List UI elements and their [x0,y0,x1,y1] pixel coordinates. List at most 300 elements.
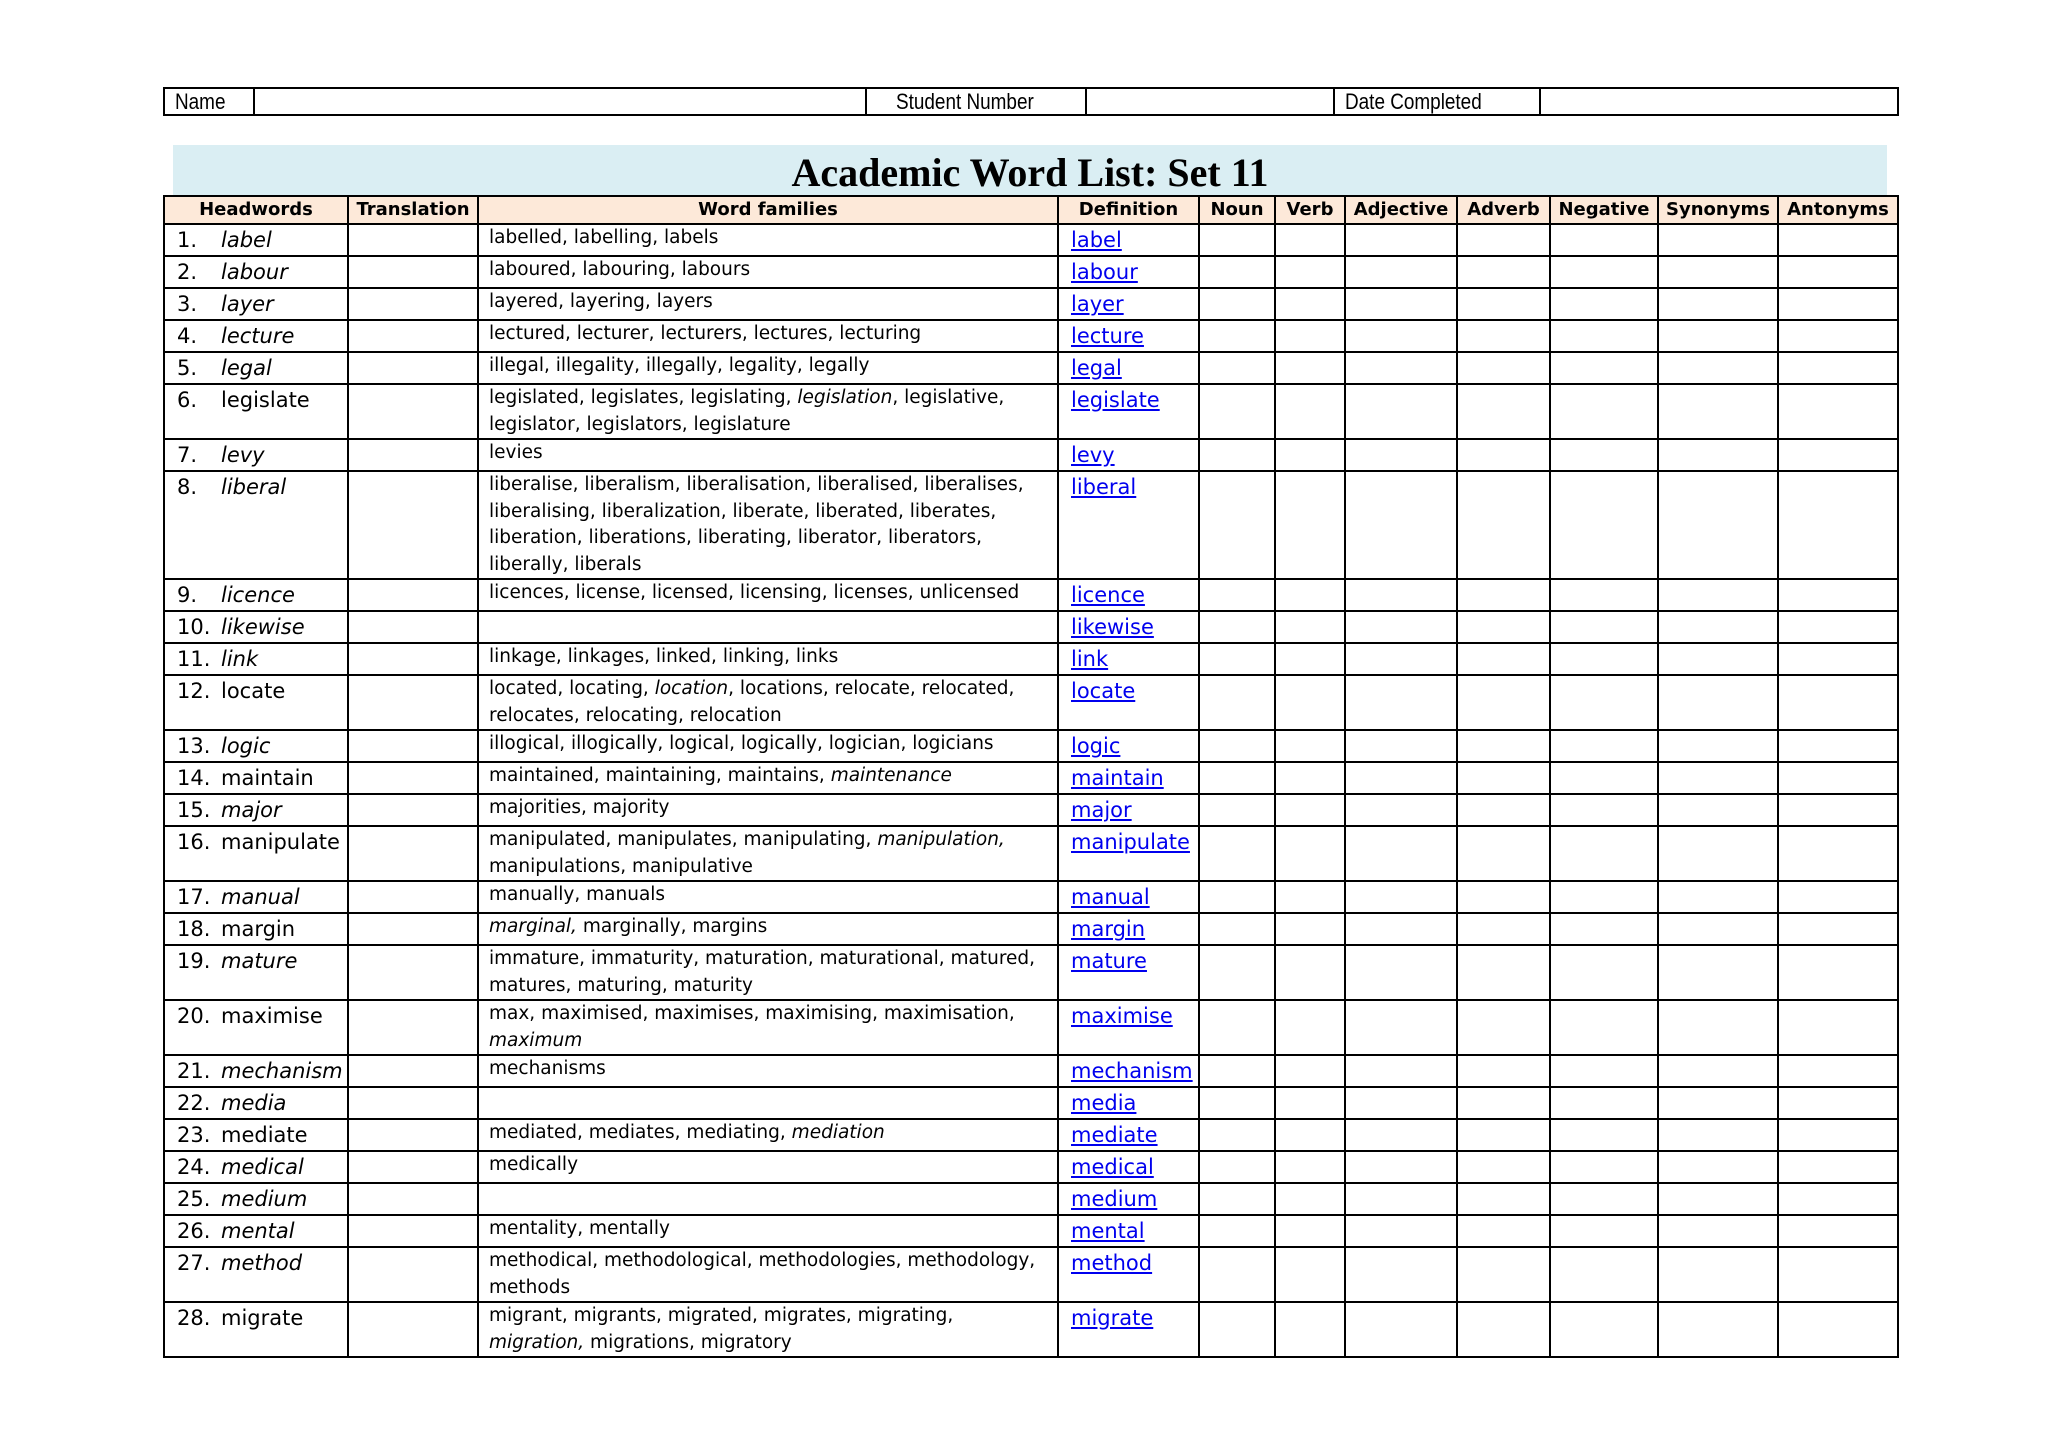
adjective-cell[interactable] [1345,794,1457,826]
translation-cell[interactable] [348,471,478,579]
noun-cell[interactable] [1199,579,1275,611]
adjective-cell[interactable] [1345,675,1457,730]
verb-cell[interactable] [1275,1215,1345,1247]
verb-cell[interactable] [1275,224,1345,256]
adjective-cell[interactable] [1345,384,1457,439]
noun-cell[interactable] [1199,881,1275,913]
verb-cell[interactable] [1275,675,1345,730]
definition-link[interactable]: mechanism [1071,1059,1193,1083]
antonyms-cell[interactable] [1778,352,1898,384]
definition-link[interactable]: legislate [1071,388,1160,412]
table-row [164,881,1898,913]
adjective-cell[interactable] [1345,643,1457,675]
verb-cell[interactable] [1275,881,1345,913]
adjective-cell[interactable] [1345,730,1457,762]
word-family-text: laboured, labouring, labours [489,259,751,280]
headword: maximise [221,1004,323,1028]
negative-cell[interactable] [1550,675,1658,730]
noun-cell[interactable] [1199,643,1275,675]
student-number-field[interactable] [1086,88,1334,115]
noun-cell[interactable] [1199,1247,1275,1302]
antonyms-cell[interactable] [1778,1247,1898,1302]
noun-cell[interactable] [1199,1055,1275,1087]
antonyms-cell[interactable] [1778,881,1898,913]
translation-cell[interactable] [348,579,478,611]
synonyms-cell[interactable] [1658,881,1778,913]
antonyms-cell[interactable] [1778,762,1898,794]
word-families-cell [478,826,1058,881]
translation-cell[interactable] [348,439,478,471]
definition-link[interactable]: levy [1071,443,1115,467]
adverb-cell[interactable] [1457,675,1550,730]
definition-link[interactable]: method [1071,1251,1153,1275]
negative-cell[interactable] [1550,730,1658,762]
translation-cell[interactable] [348,762,478,794]
synonyms-cell[interactable] [1658,384,1778,439]
adjective-cell[interactable] [1345,224,1457,256]
noun-cell[interactable] [1199,1183,1275,1215]
synonyms-cell[interactable] [1658,913,1778,945]
verb-cell[interactable] [1275,611,1345,643]
synonyms-cell[interactable] [1658,643,1778,675]
definition-link[interactable]: maximise [1071,1004,1173,1028]
noun-cell[interactable] [1199,675,1275,730]
synonyms-cell[interactable] [1658,1055,1778,1087]
definition-link[interactable]: mediate [1071,1123,1158,1147]
table-row [164,826,1898,881]
synonyms-cell[interactable] [1658,1000,1778,1055]
negative-cell[interactable] [1550,826,1658,881]
translation-cell[interactable] [348,826,478,881]
noun-cell[interactable] [1199,1087,1275,1119]
antonyms-cell[interactable] [1778,611,1898,643]
antonyms-cell[interactable] [1778,288,1898,320]
definition-link[interactable]: liberal [1071,475,1137,499]
adverb-cell[interactable] [1457,439,1550,471]
antonyms-cell[interactable] [1778,1215,1898,1247]
antonyms-cell[interactable] [1778,384,1898,439]
negative-cell[interactable] [1550,1119,1658,1151]
negative-cell[interactable] [1550,1151,1658,1183]
translation-cell[interactable] [348,1087,478,1119]
headword: mechanism [221,1059,343,1083]
noun-cell[interactable] [1199,611,1275,643]
synonyms-cell[interactable] [1658,256,1778,288]
adverb-cell[interactable] [1457,945,1550,1000]
col-negative: Negative [1550,196,1658,224]
adjective-cell[interactable] [1345,439,1457,471]
adverb-cell[interactable] [1457,913,1550,945]
negative-cell[interactable] [1550,288,1658,320]
noun-cell[interactable] [1199,1151,1275,1183]
adverb-cell[interactable] [1457,384,1550,439]
translation-cell[interactable] [348,675,478,730]
row-number: 21. [177,1059,211,1083]
negative-cell[interactable] [1550,224,1658,256]
synonyms-cell[interactable] [1658,471,1778,579]
adjective-cell[interactable] [1345,1247,1457,1302]
headword-cell [164,1000,348,1055]
table-row [164,1302,1898,1357]
definition-link[interactable]: medical [1071,1155,1154,1179]
synonyms-cell[interactable] [1658,579,1778,611]
adverb-cell[interactable] [1457,1087,1550,1119]
definition-link[interactable]: labour [1071,260,1138,284]
verb-cell[interactable] [1275,945,1345,1000]
verb-cell[interactable] [1275,913,1345,945]
headword: medical [221,1155,304,1179]
noun-cell[interactable] [1199,945,1275,1000]
noun-cell[interactable] [1199,762,1275,794]
verb-cell[interactable] [1275,384,1345,439]
verb-cell[interactable] [1275,826,1345,881]
adjective-cell[interactable] [1345,1302,1457,1357]
headword-cell [164,1151,348,1183]
word-family-text: licences, license, licensed, licensing, licenses, unlicensed [489,582,1020,603]
synonyms-cell[interactable] [1658,439,1778,471]
negative-cell[interactable] [1550,1183,1658,1215]
verb-cell[interactable] [1275,288,1345,320]
translation-cell[interactable] [348,881,478,913]
negative-cell[interactable] [1550,913,1658,945]
synonyms-cell[interactable] [1658,224,1778,256]
definition-link[interactable]: mature [1071,949,1147,973]
verb-cell[interactable] [1275,320,1345,352]
word-family-text: mediation [791,1122,885,1143]
translation-cell[interactable] [348,1302,478,1357]
word-families-cell [478,384,1058,439]
definition-link[interactable]: label [1071,228,1122,252]
adjective-cell[interactable] [1345,1215,1457,1247]
translation-cell[interactable] [348,1183,478,1215]
negative-cell[interactable] [1550,579,1658,611]
headword-cell [164,675,348,730]
antonyms-cell[interactable] [1778,1055,1898,1087]
antonyms-cell[interactable] [1778,320,1898,352]
synonyms-cell[interactable] [1658,945,1778,1000]
definition-link[interactable]: manipulate [1071,830,1190,854]
synonyms-cell[interactable] [1658,288,1778,320]
adjective-cell[interactable] [1345,881,1457,913]
definition-link[interactable]: link [1071,647,1109,671]
antonyms-cell[interactable] [1778,439,1898,471]
table-row [164,384,1898,439]
translation-cell[interactable] [348,384,478,439]
adverb-cell[interactable] [1457,794,1550,826]
translation-cell[interactable] [348,1151,478,1183]
translation-cell[interactable] [348,1119,478,1151]
verb-cell[interactable] [1275,352,1345,384]
negative-cell[interactable] [1550,945,1658,1000]
antonyms-cell[interactable] [1778,256,1898,288]
synonyms-cell[interactable] [1658,320,1778,352]
word-family-text: location [654,678,729,699]
verb-cell[interactable] [1275,256,1345,288]
adverb-cell[interactable] [1457,1000,1550,1055]
definition-cell [1058,1151,1199,1183]
noun-cell[interactable] [1199,471,1275,579]
synonyms-cell[interactable] [1658,762,1778,794]
definition-link[interactable]: media [1071,1091,1137,1115]
word-families-cell [478,1000,1058,1055]
adverb-cell[interactable] [1457,762,1550,794]
headword-cell [164,224,348,256]
definition-link[interactable]: logic [1071,734,1121,758]
table-row [164,1119,1898,1151]
verb-cell[interactable] [1275,1055,1345,1087]
definition-cell [1058,730,1199,762]
definition-link[interactable]: lecture [1071,324,1144,348]
col-headwords: Headwords [164,196,348,224]
name-field[interactable] [254,88,866,115]
verb-cell[interactable] [1275,730,1345,762]
antonyms-cell[interactable] [1778,794,1898,826]
antonyms-cell[interactable] [1778,579,1898,611]
verb-cell[interactable] [1275,1087,1345,1119]
adverb-cell[interactable] [1457,288,1550,320]
synonyms-cell[interactable] [1658,1087,1778,1119]
definition-cell [1058,320,1199,352]
negative-cell[interactable] [1550,762,1658,794]
word-families-cell [478,611,1058,643]
noun-cell[interactable] [1199,1215,1275,1247]
adjective-cell[interactable] [1345,913,1457,945]
noun-cell[interactable] [1199,439,1275,471]
noun-cell[interactable] [1199,224,1275,256]
adverb-cell[interactable] [1457,1119,1550,1151]
definition-link[interactable]: mental [1071,1219,1145,1243]
adverb-cell[interactable] [1457,1302,1550,1357]
negative-cell[interactable] [1550,1247,1658,1302]
definition-link[interactable]: maintain [1071,766,1164,790]
negative-cell[interactable] [1550,384,1658,439]
negative-cell[interactable] [1550,611,1658,643]
definition-link[interactable]: legal [1071,356,1122,380]
antonyms-cell[interactable] [1778,1302,1898,1357]
negative-cell[interactable] [1550,1087,1658,1119]
synonyms-cell[interactable] [1658,352,1778,384]
definition-link[interactable]: licence [1071,583,1145,607]
adjective-cell[interactable] [1345,762,1457,794]
adverb-cell[interactable] [1457,579,1550,611]
antonyms-cell[interactable] [1778,826,1898,881]
verb-cell[interactable] [1275,1119,1345,1151]
adverb-cell[interactable] [1457,1151,1550,1183]
adjective-cell[interactable] [1345,1055,1457,1087]
headword: maintain [221,766,314,790]
definition-cell [1058,352,1199,384]
translation-cell[interactable] [348,1055,478,1087]
adjective-cell[interactable] [1345,1087,1457,1119]
translation-cell[interactable] [348,256,478,288]
noun-cell[interactable] [1199,352,1275,384]
negative-cell[interactable] [1550,352,1658,384]
definition-link[interactable]: migrate [1071,1306,1154,1330]
verb-cell[interactable] [1275,1302,1345,1357]
verb-cell[interactable] [1275,1247,1345,1302]
verb-cell[interactable] [1275,1151,1345,1183]
adverb-cell[interactable] [1457,1247,1550,1302]
word-families-cell [478,1302,1058,1357]
adverb-cell[interactable] [1457,320,1550,352]
verb-cell[interactable] [1275,579,1345,611]
negative-cell[interactable] [1550,256,1658,288]
noun-cell[interactable] [1199,730,1275,762]
adverb-cell[interactable] [1457,352,1550,384]
verb-cell[interactable] [1275,439,1345,471]
noun-cell[interactable] [1199,1119,1275,1151]
synonyms-cell[interactable] [1658,1183,1778,1215]
synonyms-cell[interactable] [1658,1215,1778,1247]
antonyms-cell[interactable] [1778,913,1898,945]
definition-link[interactable]: margin [1071,917,1146,941]
adjective-cell[interactable] [1345,471,1457,579]
col-adjective: Adjective [1345,196,1457,224]
antonyms-cell[interactable] [1778,1151,1898,1183]
headword: major [221,798,282,822]
antonyms-cell[interactable] [1778,643,1898,675]
adverb-cell[interactable] [1457,471,1550,579]
antonyms-cell[interactable] [1778,1119,1898,1151]
date-completed-field[interactable] [1540,88,1898,115]
verb-cell[interactable] [1275,471,1345,579]
col-synonyms: Synonyms [1658,196,1778,224]
row-number: 11. [177,647,211,671]
antonyms-cell[interactable] [1778,1087,1898,1119]
translation-cell[interactable] [348,913,478,945]
negative-cell[interactable] [1550,794,1658,826]
definition-link[interactable]: major [1071,798,1132,822]
adjective-cell[interactable] [1345,1119,1457,1151]
adverb-cell[interactable] [1457,881,1550,913]
definition-cell [1058,1119,1199,1151]
adjective-cell[interactable] [1345,256,1457,288]
verb-cell[interactable] [1275,762,1345,794]
synonyms-cell[interactable] [1658,826,1778,881]
negative-cell[interactable] [1550,1302,1658,1357]
headword-cell [164,945,348,1000]
translation-cell[interactable] [348,288,478,320]
translation-cell[interactable] [348,730,478,762]
definition-link[interactable]: manual [1071,885,1150,909]
synonyms-cell[interactable] [1658,730,1778,762]
translation-cell[interactable] [348,352,478,384]
adjective-cell[interactable] [1345,320,1457,352]
noun-cell[interactable] [1199,288,1275,320]
adverb-cell[interactable] [1457,611,1550,643]
synonyms-cell[interactable] [1658,1151,1778,1183]
negative-cell[interactable] [1550,1055,1658,1087]
noun-cell[interactable] [1199,256,1275,288]
synonyms-cell[interactable] [1658,675,1778,730]
synonyms-cell[interactable] [1658,1302,1778,1357]
word-families-cell [478,945,1058,1000]
definition-link[interactable]: locate [1071,679,1136,703]
negative-cell[interactable] [1550,881,1658,913]
row-number: 15. [177,798,211,822]
verb-cell[interactable] [1275,1000,1345,1055]
adjective-cell[interactable] [1345,611,1457,643]
adverb-cell[interactable] [1457,1183,1550,1215]
synonyms-cell[interactable] [1658,1119,1778,1151]
definition-cell [1058,945,1199,1000]
headword-cell [164,762,348,794]
noun-cell[interactable] [1199,826,1275,881]
adjective-cell[interactable] [1345,352,1457,384]
headword-cell [164,881,348,913]
negative-cell[interactable] [1550,471,1658,579]
verb-cell[interactable] [1275,643,1345,675]
translation-cell[interactable] [348,794,478,826]
adverb-cell[interactable] [1457,256,1550,288]
translation-cell[interactable] [348,1247,478,1302]
translation-cell[interactable] [348,224,478,256]
negative-cell[interactable] [1550,1000,1658,1055]
antonyms-cell[interactable] [1778,945,1898,1000]
noun-cell[interactable] [1199,794,1275,826]
adjective-cell[interactable] [1345,826,1457,881]
adverb-cell[interactable] [1457,730,1550,762]
word-family-text: maintenance [830,765,952,786]
antonyms-cell[interactable] [1778,675,1898,730]
definition-link[interactable]: likewise [1071,615,1154,639]
adjective-cell[interactable] [1345,945,1457,1000]
antonyms-cell[interactable] [1778,1000,1898,1055]
definition-link[interactable]: layer [1071,292,1124,316]
noun-cell[interactable] [1199,320,1275,352]
antonyms-cell[interactable] [1778,1183,1898,1215]
synonyms-cell[interactable] [1658,794,1778,826]
row-number: 19. [177,949,211,973]
verb-cell[interactable] [1275,1183,1345,1215]
adverb-cell[interactable] [1457,826,1550,881]
synonyms-cell[interactable] [1658,1247,1778,1302]
antonyms-cell[interactable] [1778,730,1898,762]
verb-cell[interactable] [1275,794,1345,826]
translation-cell[interactable] [348,320,478,352]
adjective-cell[interactable] [1345,1151,1457,1183]
definition-link[interactable]: medium [1071,1187,1158,1211]
adjective-cell[interactable] [1345,1183,1457,1215]
translation-cell[interactable] [348,643,478,675]
noun-cell[interactable] [1199,1302,1275,1357]
adjective-cell[interactable] [1345,1000,1457,1055]
adverb-cell[interactable] [1457,224,1550,256]
table-row [164,256,1898,288]
negative-cell[interactable] [1550,439,1658,471]
adverb-cell[interactable] [1457,1055,1550,1087]
adjective-cell[interactable] [1345,288,1457,320]
antonyms-cell[interactable] [1778,471,1898,579]
adverb-cell[interactable] [1457,1215,1550,1247]
translation-cell[interactable] [348,1000,478,1055]
adverb-cell[interactable] [1457,643,1550,675]
col-adverb: Adverb [1457,196,1550,224]
translation-cell[interactable] [348,611,478,643]
translation-cell[interactable] [348,945,478,1000]
translation-cell[interactable] [348,1215,478,1247]
negative-cell[interactable] [1550,1215,1658,1247]
noun-cell[interactable] [1199,1000,1275,1055]
negative-cell[interactable] [1550,320,1658,352]
negative-cell[interactable] [1550,643,1658,675]
antonyms-cell[interactable] [1778,224,1898,256]
word-family-text: marginal, [489,916,577,937]
noun-cell[interactable] [1199,384,1275,439]
noun-cell[interactable] [1199,913,1275,945]
synonyms-cell[interactable] [1658,611,1778,643]
adjective-cell[interactable] [1345,579,1457,611]
